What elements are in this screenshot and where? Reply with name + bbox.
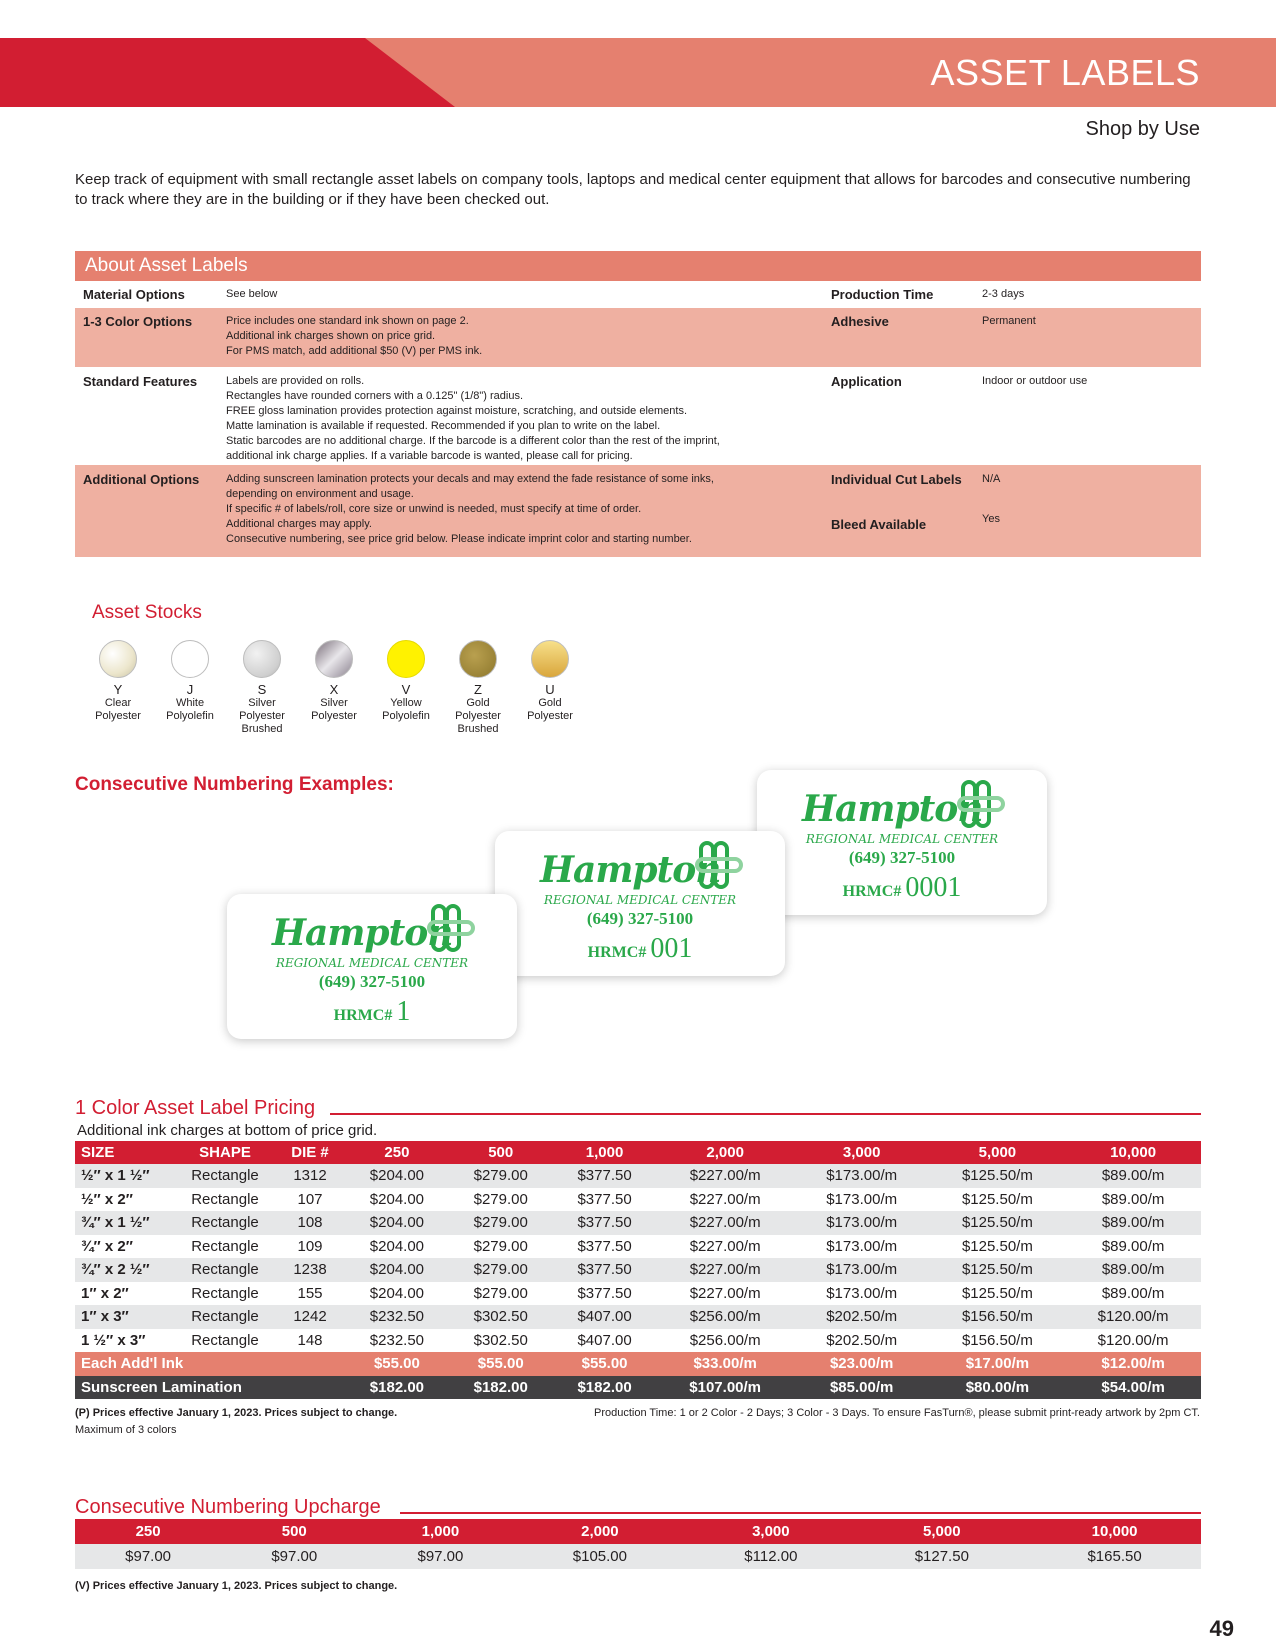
table-row: 1″ x 2″ Rectangle 155 $204.00 $279.00 $377.50 $227.00/m $173.00/m $125.50/m $89.00/m xyxy=(81,1284,1165,1302)
about-row xyxy=(75,465,1201,557)
label-example: Hampton REGIONAL MEDICAL CENTER (649) 327-5100 HRMC# 001 xyxy=(495,831,785,976)
upcharge-footnote: (V) Prices effective January 1, 2023. Prices subject to change. xyxy=(75,1580,398,1592)
production-footnote: Production Time: 1 or 2 Color - 2 Days; 3 Color - 3 Days. To ensure FasTurn®, please submit print-ready artwork by 2pm CT. xyxy=(593,1407,1200,1419)
page-title: ASSET LABELS xyxy=(930,52,1200,93)
stock-item: V Yellow Polyolefin xyxy=(370,640,442,736)
table-row: ¾″ x 2″ Rectangle 109 $204.00 $279.00 $377.50 $227.00/m $173.00/m $125.50/m $89.00/m xyxy=(81,1237,1165,1255)
swatch-icon xyxy=(315,640,353,678)
label-example: Hampton REGIONAL MEDICAL CENTER (649) 327-5100 HRMC# 1 xyxy=(227,894,517,1039)
table-row: ¾″ x 1 ½″ Rectangle 108 $204.00 $279.00 $377.50 $227.00/m $173.00/m $125.50/m $89.00/m xyxy=(75,1211,1201,1235)
stocks-title: Asset Stocks xyxy=(92,602,202,623)
pricing-note: Additional ink charges at bottom of price grid. xyxy=(77,1122,378,1139)
swatch-icon xyxy=(459,640,497,678)
banner-red-accent xyxy=(0,38,455,107)
about-value: Permanent xyxy=(982,315,1036,327)
stock-item: J White Polyolefin xyxy=(154,640,226,736)
about-value: Labels are provided on rolls. Rectangles have rounded corners with a 0.125" (1/8") radius. FREE gloss lamination provides protection against moisture, scratching, and outside elements. Matte lamination is available if requested. Recommended if you plan to write on the label. Static barcodes are no additional charge. If the barcode is a different color than the rest of the imprint, additional ink charge applies. If a variable barcode is wanted, please call for pricing. xyxy=(226,375,720,462)
cross-logo-icon xyxy=(957,780,1005,828)
swatch-icon xyxy=(387,640,425,678)
about-key: Adhesive xyxy=(831,314,889,329)
section-rule xyxy=(330,1113,1201,1115)
swatch-icon xyxy=(531,640,569,678)
header-banner xyxy=(0,38,1276,107)
swatch-icon xyxy=(99,640,137,678)
addink-row: Each Add'l Ink $55.00 $55.00 $55.00 $33.00/m $23.00/m $17.00/m $12.00/m xyxy=(75,1352,1201,1376)
cross-logo-icon xyxy=(427,904,475,952)
pricing-table xyxy=(75,1141,1201,1399)
about-value: N/A Yes xyxy=(982,473,1001,525)
stock-item: Z Gold Polyester Brushed xyxy=(442,640,514,736)
stocks-list xyxy=(82,640,586,736)
table-row: ½″ x 1 ½″ Rectangle 1312 $204.00 $279.00 $377.50 $227.00/m $173.00/m $125.50/m $89.00/m xyxy=(75,1164,1201,1188)
about-key: Bleed Available xyxy=(831,517,927,532)
about-key: Additional Options xyxy=(83,472,200,487)
pricing-title: 1 Color Asset Label Pricing xyxy=(75,1097,323,1120)
swatch-icon xyxy=(171,640,209,678)
about-key: Standard Features xyxy=(83,374,198,389)
about-row xyxy=(75,281,1201,308)
about-table xyxy=(75,251,1201,557)
stock-item: X Silver Polyester xyxy=(298,640,370,736)
table-row: 1″ x 3″ Rectangle 1242 $232.50 $302.50 $407.00 $256.00/m $202.50/m $156.50/m $120.00/m xyxy=(75,1305,1201,1329)
about-row xyxy=(75,367,1201,465)
table-row: ¾″ x 2 ½″ Rectangle 1238 $204.00 $279.00 $377.50 $227.00/m $173.00/m $125.50/m $89.00/m xyxy=(75,1258,1201,1282)
about-value: 2-3 days xyxy=(982,288,1025,300)
about-key: Production Time xyxy=(831,287,934,302)
price-footnote: (P) Prices effective January 1, 2023. Prices subject to change. xyxy=(75,1407,398,1419)
table-header-row: SIZE SHAPE DIE # 250 500 1,000 2,000 3,000 5,000 10,000 xyxy=(75,1141,1201,1164)
consecutive-title: Consecutive Numbering Examples: xyxy=(75,774,394,795)
about-value: See below xyxy=(226,288,278,300)
about-value: Indoor or outdoor use xyxy=(982,375,1088,387)
about-key: Application xyxy=(831,374,902,389)
stock-item: S Silver Polyester Brushed xyxy=(226,640,298,736)
about-value: Price includes one standard ink shown on page 2. Additional ink charges shown on price grid. For PMS match, add additional $50 (V) per PMS ink. xyxy=(226,315,483,357)
price-footnote: Maximum of 3 colors xyxy=(75,1424,177,1436)
table-row: ½″ x 2″ Rectangle 107 $204.00 $279.00 $377.50 $227.00/m $173.00/m $125.50/m $89.00/m xyxy=(81,1190,1165,1208)
section-rule xyxy=(400,1512,1201,1514)
about-title: About Asset Labels xyxy=(75,251,1201,281)
stock-item: Y Clear Polyester xyxy=(82,640,154,736)
page-number: 49 xyxy=(1209,1616,1234,1641)
about-key: Material Options xyxy=(83,287,185,302)
table-row: 1 ½″ x 3″ Rectangle 148 $232.50 $302.50 $407.00 $256.00/m $202.50/m $156.50/m $120.00/m xyxy=(81,1331,1169,1349)
upcharge-title: Consecutive Numbering Upcharge xyxy=(75,1496,389,1519)
table-row: $97.00 $97.00 $97.00 $105.00 $112.00 $127.50 $165.50 xyxy=(75,1544,1201,1569)
stock-item: U Gold Polyester xyxy=(514,640,586,736)
page-subtitle: Shop by Use xyxy=(1085,118,1200,140)
cross-logo-icon xyxy=(695,841,743,889)
label-example: Hampton REGIONAL MEDICAL CENTER (649) 327-5100 HRMC# 0001 xyxy=(757,770,1047,915)
sunscreen-row: Sunscreen Lamination $182.00 $182.00 $182.00 $107.00/m $85.00/m $80.00/m $54.00/m xyxy=(75,1376,1201,1400)
swatch-icon xyxy=(243,640,281,678)
about-key: Individual Cut Labels Bleed Available xyxy=(831,472,982,557)
about-value: Adding sunscreen lamination protects your decals and may extend the fade resistance of some inks, depending on environment and usage. If specific # of labels/roll, core size or unwind is needed, must specify at time of order. Additional charges may apply. Consecutive numbering, see price grid below. Please indicate imprint color and starting number. xyxy=(226,473,714,545)
table-header-row: 250 500 1,000 2,000 3,000 5,000 10,000 xyxy=(75,1519,1201,1544)
upcharge-table xyxy=(75,1519,1201,1569)
about-key: 1-3 Color Options xyxy=(83,314,193,329)
about-row xyxy=(75,308,1201,367)
intro-paragraph: Keep track of equipment with small rectangle asset labels on company tools, laptops and medical center equipment that allows for barcodes and consecutive numbering to track where they are in the building or if they have been checked out. xyxy=(75,171,1191,208)
